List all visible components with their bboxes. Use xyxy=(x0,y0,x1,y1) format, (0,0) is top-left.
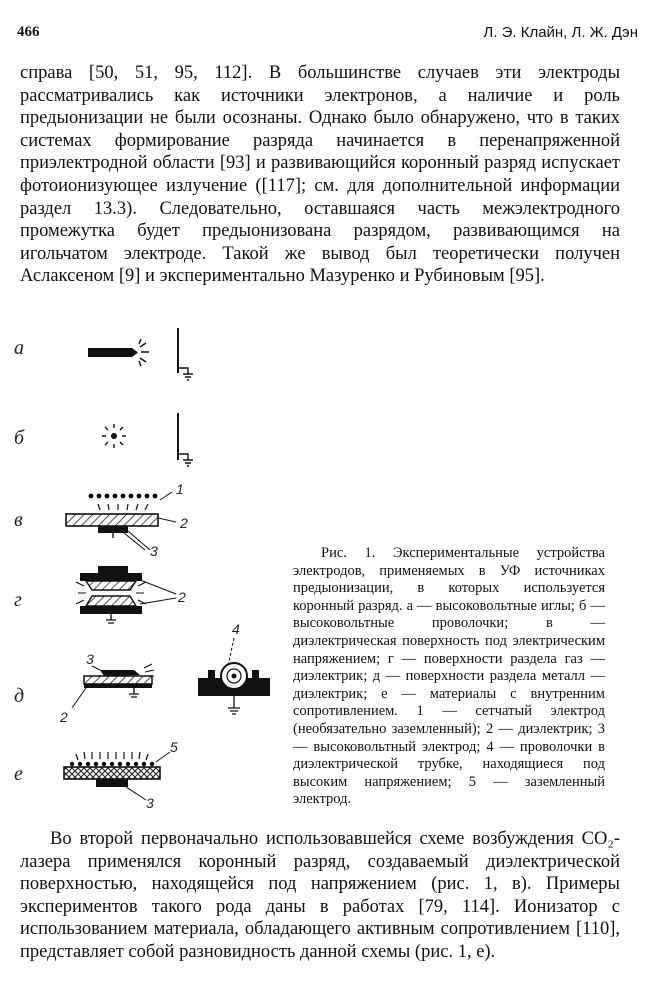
callout-2c: 2 xyxy=(60,709,68,725)
panel-label-b: б xyxy=(14,427,25,449)
panel-a-needle-electrode xyxy=(88,328,193,380)
figure-caption: Рис. 1. Экспериментальные устройства электродов, применяемых в УФ источниках предыонизации, в которых используется коронный разряд. а — высоковольтные иглы; б — высоковольтные проволочки; в — диэлектрическая поверхность под электрическим напряжением; г — поверхности раздела газ — диэлектрик; д — поверхности раздела металл — диэлектрик; е — материалы с внутренним сопротивлением. 1 — сетчатый электрод (необязательно заземленный); 2 — диэлектрик; 3 — высоковольтный электрод; 4 — проволочки в диэлектрической трубке, находящиеся под высоким напряжением; 5 — заземленный электрод. xyxy=(293,545,605,808)
body-paragraph-2: Во второй первоначально использовавшейся схеме возбуждения CO₂-лазера применялся коронный разряд, создаваемый диэлектрической поверхностью, находящейся под напряжением (рис. 1, в). Примеры экспериментов такого рода даны в работах [79, 114]. Ионизатор с использованием материала, обладающего активным сопротивлением [110], представляет собой разновидность данной схемы (рис. 1, е). xyxy=(20,829,620,962)
panel-label-a: а xyxy=(14,337,24,359)
callout-2a: 2 xyxy=(180,515,188,531)
figure-electrode-diagrams xyxy=(0,318,290,830)
body-paragraph-1: справа [50, 51, 95, 112]. В большинстве случаев эти электроды рассматривались как источники электронов, а наличие и роль предыонизации не были осознаны. Однако было обнаружено, что в таких системах формирование разряда начинается в перенапряженной приэлектродной области [93] и развивающийся коронный разряд испускает фотоионизующее излучение ([117]; см. для дополнительной информации раздел 13.3). Следовательно, оставшаяся часть межэлектродного промежутка будет предыонизована разрядом, развивающимся на игольчатом электроде. Такой же вывод был теоретически получен Аслаксеном [9] и экспериментально Мазуренко и Рубиновым [95]. xyxy=(20,63,620,287)
panel-label-g: г xyxy=(14,589,22,611)
callout-3c: 3 xyxy=(146,795,154,811)
callout-1: 1 xyxy=(176,481,184,497)
page-number: 466 xyxy=(17,24,40,40)
panel-b-wire-electrode xyxy=(102,413,193,466)
callout-3b: 3 xyxy=(86,651,94,667)
panel-d-metal-dielectric-interface xyxy=(72,664,154,708)
running-head: Л. Э. Клайн, Л. Ж. Дэн xyxy=(483,24,638,41)
panel-g-gas-dielectric-interface xyxy=(76,566,176,623)
callout-3a: 3 xyxy=(150,543,158,559)
panel-e-resistive-material xyxy=(64,752,170,800)
callout-2b: 2 xyxy=(178,589,186,605)
panel-label-v: в xyxy=(14,509,23,531)
figure-wire-in-tube xyxy=(196,618,296,728)
panel-v-dielectric-surface xyxy=(66,492,176,550)
callout-5: 5 xyxy=(170,739,178,755)
callout-4: 4 xyxy=(232,621,240,637)
panel-label-d: д xyxy=(14,685,25,707)
panel-label-e: е xyxy=(14,763,23,785)
